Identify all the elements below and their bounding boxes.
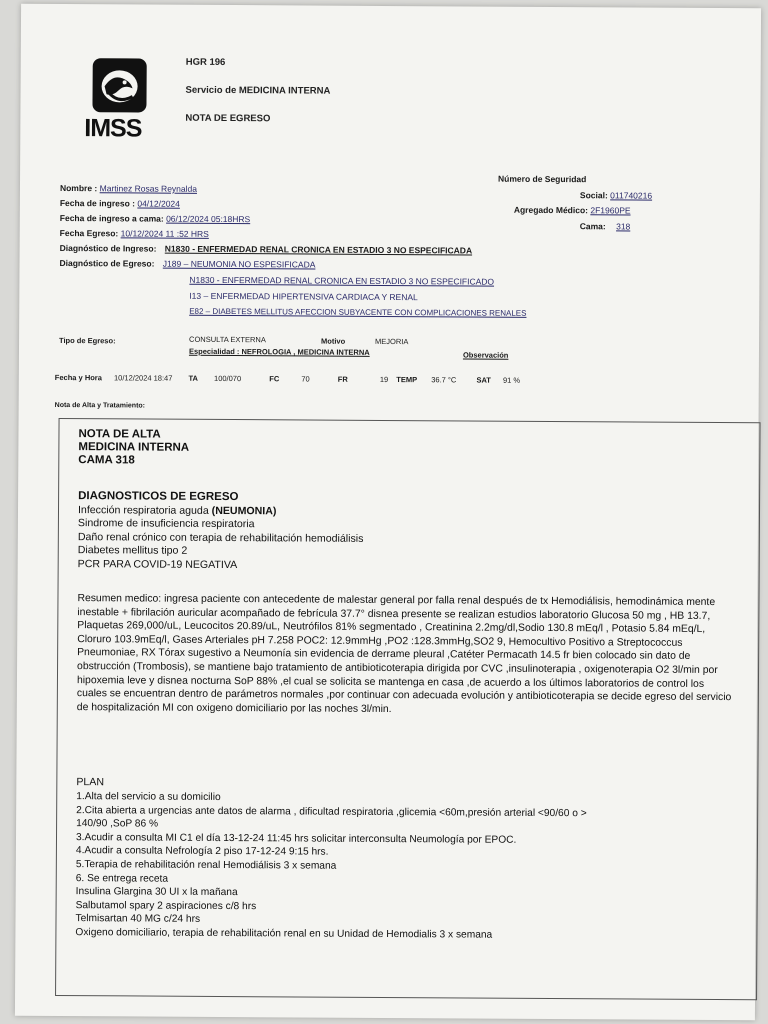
agregado-label: Agregado Médico: (513, 204, 589, 216)
dx-item: Diabetes mellitus tipo 2 (77, 544, 188, 557)
plan-item: 3.Acudir a consulta MI C1 el día 13-12-24 11:45 hrs solicitar interconsulta Neumología por EPOC. (75, 831, 517, 846)
fecha-egreso-row (60, 228, 209, 239)
social-row (580, 190, 652, 200)
nombre-value: Martinez Rosas Reynalda (99, 183, 198, 194)
tipo-egreso-value: CONSULTA EXTERNA (189, 334, 266, 345)
cama-value: 318 (616, 221, 631, 232)
social-value: 011740216 (610, 190, 653, 201)
dx-title: DIAGNOSTICOS DE EGRESO (78, 490, 239, 504)
plan-item: Insulina Glargina 30 UI x la mañana (75, 886, 238, 899)
nombre-label: Nombre : (59, 182, 98, 194)
dx-item-text: Infección respiratoria aguda (77, 504, 212, 517)
observacion-label: Observación (462, 350, 509, 360)
hospital-name: HGR 196 (185, 56, 226, 68)
dx-egreso-row (59, 258, 315, 270)
nota-title-line: MEDICINA INTERNA (78, 441, 190, 454)
plan-item: Salbutamol spary 2 aspiraciones c/8 hrs (75, 899, 257, 912)
nota-title-block (78, 428, 189, 468)
fc-label: FC (269, 374, 280, 384)
nota-title-line: NOTA DE ALTA (78, 428, 161, 441)
plan-item: Oxigeno domiciliario, terapia de rehabilitación renal en su Unidad de Hemodialis 3 x semana (75, 927, 493, 941)
tipo-egreso-label: Tipo de Egreso: (59, 335, 116, 346)
social-label: Social: (579, 190, 608, 201)
temp-value: 36.7 °C (431, 375, 457, 385)
ta-label: TA (188, 373, 198, 383)
nota-section-label: Nota de Alta y Tratamiento: (54, 401, 146, 410)
dx-item: Daño renal crónico con terapia de rehabilitación hemodiálisis (77, 530, 364, 545)
document-page (15, 4, 761, 1021)
nota-title-line: CAMA 318 (78, 454, 135, 467)
plan-item: 4.Acudir a consulta Nefrología 2 piso 17-12-24 9:15 hrs. (75, 845, 329, 859)
fecha-ingreso-cama-label: Fecha de ingreso a cama: (59, 212, 164, 224)
nombre-row (60, 183, 197, 194)
dx-list (78, 504, 364, 573)
sat-label: SAT (476, 375, 491, 385)
dx-egreso-value: E82 – DIABETES MELLITUS AFECCION SUBYACENTE CON COMPLICACIONES RENALES (189, 306, 527, 318)
cama-row (580, 221, 631, 231)
temp-label: TEMP (396, 375, 418, 385)
dx-ingreso-value: N1830 - ENFERMEDAD RENAL CRONICA EN ESTADIO 3 NO ESPECIFICADA (164, 243, 473, 256)
especialidad-value: Especialidad : NEFROLOGIA , MEDICINA INTERNA (188, 346, 370, 357)
fecha-hora-label: Fecha y Hora (54, 372, 102, 383)
vitals-row (55, 373, 520, 385)
fecha-hora-value: 10/12/2024 18:47 (113, 373, 173, 383)
ta-value: 100/070 (214, 373, 242, 384)
dx-egreso-value: I13 – ENFERMEDAD HIPERTENSIVA CARDIACA Y RENAL (189, 290, 418, 303)
security-title: Número de Seguridad (498, 173, 587, 185)
fecha-egreso-value: 10/12/2024 11 :52 HRS (120, 228, 209, 239)
plan-item: 5.Terapia de rehabilitación renal Hemodiálisis 3 x semana (75, 859, 337, 872)
plan-item: 140/90 ,SoP 86 % (76, 818, 159, 830)
dx-item: PCR PARA COVID-19 NEGATIVA (77, 557, 238, 571)
resumen-medico: Resumen medico: ingresa paciente con antecedente de malestar general por falla renal después de tx Hemodiálisis, hemodinámica mente inestable + fibrilación auricular acompañado de febrícula 37.7° disnea presente se realizan estudios laboratorio Glucosa 50 mg , HB 13.7, Plaquetas 269,000/uL, Leucocitos 20.89/uL, Neutrófilos 81% segmentado , Creatinina 2.2mg/dl,Sodio 130.8 mEq/l , Potasio 5.84 mEq/L, Cloruro 103.9mEq/l, Gases Arteriales pH 7.258 POC2: 12.9mmHg ,PO2 :128.3mmHg,SO2 9, Hemocultivo Positivo a Streptococcus Pneumoniae, RX Tórax sugestivo a Neumonía sin evidencia de derrame pleural ,Catéter Permacath 14.5 fr bien colocado sin dato de obstrucción (Trombosis), se mantiene bajo tratamiento de antibioticoterapia dirigida por CVC ,insulinoterapia , oxigenoterapia O2 3l/min por hipoxemia leve y disnea nocturna SoP 88% ,el cual se solicita se mantenga en casa ,de acuerdo a los últimos laboratorios de control los cuales se encuentran dentro de parámetros normales ,por continuar con adecuada evolución y antibioticoterapia se decide egreso del servicio de hospitalización MI con oxigeno domiciliario por las noches 3l/min. (76, 593, 732, 715)
dx-egreso-value: J189 – NEUMONIA NO ESPESIFICADA (162, 258, 316, 270)
plan-item: 6. Se entrega receta (75, 872, 169, 885)
service-name: Servicio de MEDICINA INTERNA (185, 84, 331, 97)
fr-value: 19 (379, 374, 389, 384)
dx-ingreso-label: Diagnóstico de Ingreso: (59, 242, 157, 254)
dx-item-bold: (NEUMONIA) (211, 504, 277, 518)
fecha-ingreso-cama-value: 06/12/2024 05:18HRS (166, 213, 251, 225)
plan-item: 2.Cita abierta a urgencias ante datos de alarma , dificultad respiratoria ,glicemia <60m,presión arterial <90/60 o > (76, 804, 587, 819)
sat-value: 91 % (502, 375, 521, 385)
plan-item: 1.Alta del servicio a su domicilio (76, 791, 221, 803)
plan-title: PLAN (76, 776, 105, 789)
imss-logo (78, 56, 161, 146)
motivo-value: MEJORIA (375, 336, 409, 347)
agregado-value: 2F1960PE (590, 205, 631, 216)
fr-label: FR (337, 374, 348, 384)
plan-list (75, 790, 586, 943)
document-type: NOTA DE EGRESO (185, 112, 271, 125)
agregado-row (514, 205, 631, 216)
fecha-ingreso-label: Fecha de ingreso : (59, 197, 136, 209)
motivo-label: Motivo (321, 336, 346, 346)
dx-egreso-value: N1830 - ENFERMEDAD RENAL CRONICA EN ESTADIO 3 NO ESPECIFICADO (189, 274, 495, 287)
fecha-ingreso-cama-row (60, 213, 250, 224)
fecha-ingreso-row (60, 198, 180, 209)
dx-item: Sindrome de insuficiencia respiratoria (77, 517, 255, 531)
fecha-egreso-label: Fecha Egreso: (59, 227, 119, 239)
fecha-ingreso-value: 04/12/2024 (137, 198, 180, 209)
cama-label: Cama: (579, 221, 606, 232)
plan-item: Telmisartan 40 MG c/24 hrs (75, 913, 201, 926)
dx-ingreso-row (60, 243, 473, 256)
dx-egreso-label: Diagnóstico de Egreso: (59, 257, 155, 269)
fc-value: 70 (301, 374, 310, 384)
imss-logo-text: IMSS (84, 114, 142, 143)
